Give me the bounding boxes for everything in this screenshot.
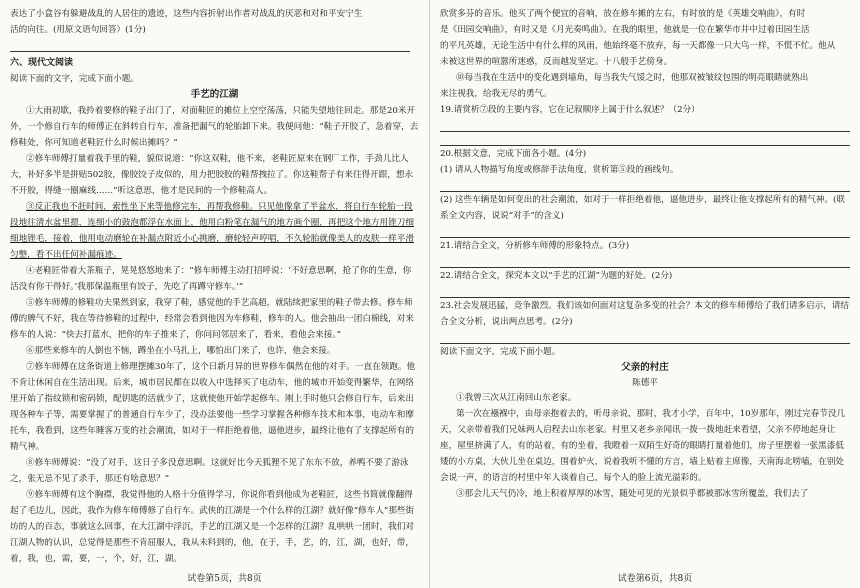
story-title: 手艺的江湖 <box>190 89 239 100</box>
continued-line-6: 来注视我，给我无尽的勇气。 <box>440 89 552 99</box>
continued-line-1: 欣赏多芬的音乐。他买了两个便宜的音响，放在修车摊的左右，有时放的是《英雄交响曲》，有时 <box>440 9 806 19</box>
answer-line-20-2[interactable] <box>440 226 850 238</box>
paragraph-1: ①大雨初歇，我拎着要修的鞋子出门了，对面鞋匠的摊位上空空荡荡，只能失望地往回走。那是20米开外，一个修自行车的师傅正在斜转自行车，准备把漏气的轮胎卸下来。我便问他：“鞋子开胶了，急着穿，去修鞋处，你可知道老鞋匠什么时候出摊吗？” <box>10 106 419 148</box>
continued-line-3: 的平凡英雄，无论生活中有什么样的风雨，他始终毫不放弃，每一天都像一只大鸟一样，不慌不忙。他从 <box>440 41 836 51</box>
paragraph-8: ⑧修车师傅说：“没了对手，这日子多没意思啊。这就好比今天狐狸不见了东东不放，养鸭不要了游泳之，张无忌不见了杀手，那还有啥意思？” <box>10 458 409 484</box>
question-21: 21.请结合全文，分析修车师傅的形象特点。(3分) <box>440 241 630 251</box>
story-title-2: 父亲的村庄 <box>621 362 669 373</box>
answer-line-22[interactable] <box>440 286 850 298</box>
continued-line-2: 是《田园交响曲》，有时又是《月光奏鸣曲》。在我的眼里，他就是一位在繁华市井中过着田园生活 <box>440 25 810 35</box>
page-footer-left: 试卷第5页，共8页 <box>187 574 262 584</box>
question-23: 23.社会发展迅猛，竞争激烈。我们该如何面对这复杂多变的社会？本文的修车师傅给了我们请多启示，请结合全文分析，说出两点思考。(2分) <box>440 301 849 327</box>
reading-instruction: 阅读下面的文字，完成下面小题。 <box>10 74 139 84</box>
story2-paragraph-3: ③那会儿天气仍冷，地上积着厚厚的冰雪，随处可见的光景似乎都被那冰雪所覆盖，我们去了 <box>456 489 809 499</box>
answer-line-23[interactable] <box>440 332 850 344</box>
paragraph-6: ⑥那些来修车的人倒也不恼，蹲坐在小马扎上，哪怕出门来了，也许，他会来接。 <box>26 346 336 356</box>
page-footer-right: 试卷第6页，共8页 <box>617 574 693 584</box>
paragraph-9: ⑨修车师傅有这个胸襟，我觉得他的人格十分值得学习，你说你看到他成为老鞋匠，这些书简就像翻得起了毛边儿，因此，我作为修车师傅修了自行车。武侠的江湖是一个什么样的江湖？就好像“修车人”那些街坊的人的百态，事就这么回事，在大江湖中浮沉，手艺的江湖又是一个怎样的江湖？乱哄哄一团时，我们对江湖人物的认识，总觉得是那些不肯屈服人，我从未料到的，他，在于，手，艺，的，江，湖，也好，带，着，我，也，需，要，一，个，好，江，湖。 <box>10 490 415 564</box>
paragraph-7: ⑦修车师傅在这条街道上修理摆摊30年了，这个日新月异的世界修车偶然在他的对手。一直在领跑。他不肯让休闲自在生活出现。后来，城市居民都在以收入中选择买了电动车，他的城市开始变得繁华，在网络里开始了指纹锁和密码锁，配钥匙的活就少了，这就使他开始学起修车。刚上手时他只会修自行车，后来出现各种车子等，需要掌握了的普通自行车少了，没办法要他一些学习掌握各种修车技术和本事，电动车和摩托车，我看到，这些年睡客万变的社会潮流，如对于一样拒绝着他，逼他进步，最终让他有了支撑起所有的精气神。 <box>10 362 416 452</box>
right-page <box>430 0 860 588</box>
continued-line-5: ⑩每当我在生活中的变化遇到墙角，每当我失气馁之时，他那双被皱纹包围的明亮眼睛就熟出 <box>456 73 809 83</box>
section-title: 六、现代文阅读 <box>10 58 74 68</box>
continued-line-4: 未被这世界的喧嚣所迷惑，反而越发坚定。十八般手艺傍身。 <box>440 57 673 67</box>
answer-line-19a[interactable] <box>440 120 850 132</box>
intro-line-1: 表达了小盒谷有躲避战乱的人居住的遗迹，这些内容折射出作者对战乱的厌恶和对和平安宁生 <box>10 9 363 19</box>
paragraph-2: ②修车师傅打量着我手里的鞋，貌似说道：“你这双鞋，他不来，老鞋匠原来在钢厂工作，手劲儿比人大，补好多半是拼贴502胶，像胶饺子皮似的，用力把胶胶的鞋帮拽拉了。你这鞋帮子有来往得开跟，想永不开胶，得缝一圈麻线……”听这意思，他才是民间的一个修鞋高人。 <box>10 154 414 196</box>
intro-line-2: 活的向往。(用原文语句回答）(1分) <box>10 25 146 35</box>
answer-line-20-1[interactable] <box>440 180 850 192</box>
story2-paragraph-1: ①我曾三次从江南回山东老家。 <box>456 393 577 403</box>
story2-paragraph-2: 第一次在襁褓中，由母亲抱着去的，听母亲说，那时，我才小学，百年中，10岁那年，刚过完春节没几天，父亲带着我们兄妹两人启程去山东老家。村里又老乡亲闻讯一拨一拨地赶来看望，父亲不停地起身让座，屋里挤满了人，有的站着，有的坐着，我瞪着一双陌生好奇的眼睛打量着他们，房子里摆着一张黑漆低矮的小方桌，大伙儿坐在桌边，围着炉火，说着我听不懂的方言，墙上贴着主席像，天南海北唠嗑，在别处会说一声，的语言的村里中年人谈着自己，每个人的脸上流光溢彩的。 <box>440 409 846 483</box>
author: 陈德平 <box>632 378 658 388</box>
answer-line-21[interactable] <box>440 256 850 268</box>
question-19: 19.请赏析⑦段的主要内容，它在记叙顺序上属于什么叙述？（2分） <box>440 105 700 115</box>
paragraph-5: ⑤修车师傅的修鞋功夫果然到家，我穿了鞋，感觉他的手艺高超，就陆续把家里的鞋子带去修。修车师傅的脾气不好，我在等待修鞋的过程中，经常会看到他因为车修鞋，修车的人。他会抽出一团白棉线，对来修车的人说：“快去打蓝水，把你的车子推来了，你问问邻居来了，看来，看他会来接。” <box>10 298 414 340</box>
answer-line-19b[interactable] <box>440 134 850 146</box>
paragraph-3: ③反正我也不赶时间，索性坐下来等他修完车，再帮我修鞋。只见他像拿了半盆水，将自行车轮胎一段段地往清水盆里摁，连细小的鼓泡都浮在水面上，他用白粉笔在漏气的地方画个圈，再把这个地方用锉刀细细地锉毛，接着，他用电动磨轮在补漏点附近小心挑磨，磨轮轻声哼唱，不久轮胎就像美人的皮肤一样平滑匀整，看不出任何补漏痕迹。 <box>10 202 414 260</box>
paragraph-4: ④老鞋匠带着大茶瓶子，晃晃悠悠地来了：“修车师傅主动打招呼说：‘不好意思啊，抢了你的生意，你活没有你干得好。’我那保温瓶里有饺子，先吃了再蹲守修车。’” <box>10 266 412 292</box>
answer-line[interactable] <box>10 40 410 52</box>
question-22: 22.请结合全文，探究本文以“手艺的江湖”为题的好处。(2分) <box>440 271 673 281</box>
question-20: 20.根据文意，完成下面各小题。(4分) <box>440 149 587 159</box>
question-20-2: (2) 这些车辆是如何变出的社会潮流，如对于一样拒绝着他，逼他进步，最终让他支撑起所有的精气神。(联系全文内容，说说“对手”的含义) <box>440 195 845 221</box>
question-20-1: (1) 请从人物描写角度或修辞手法角度，赏析第⑤段的画线句。 <box>440 165 679 175</box>
reading-instruction-2: 阅读下面文字，完成下面小题。 <box>440 347 561 357</box>
